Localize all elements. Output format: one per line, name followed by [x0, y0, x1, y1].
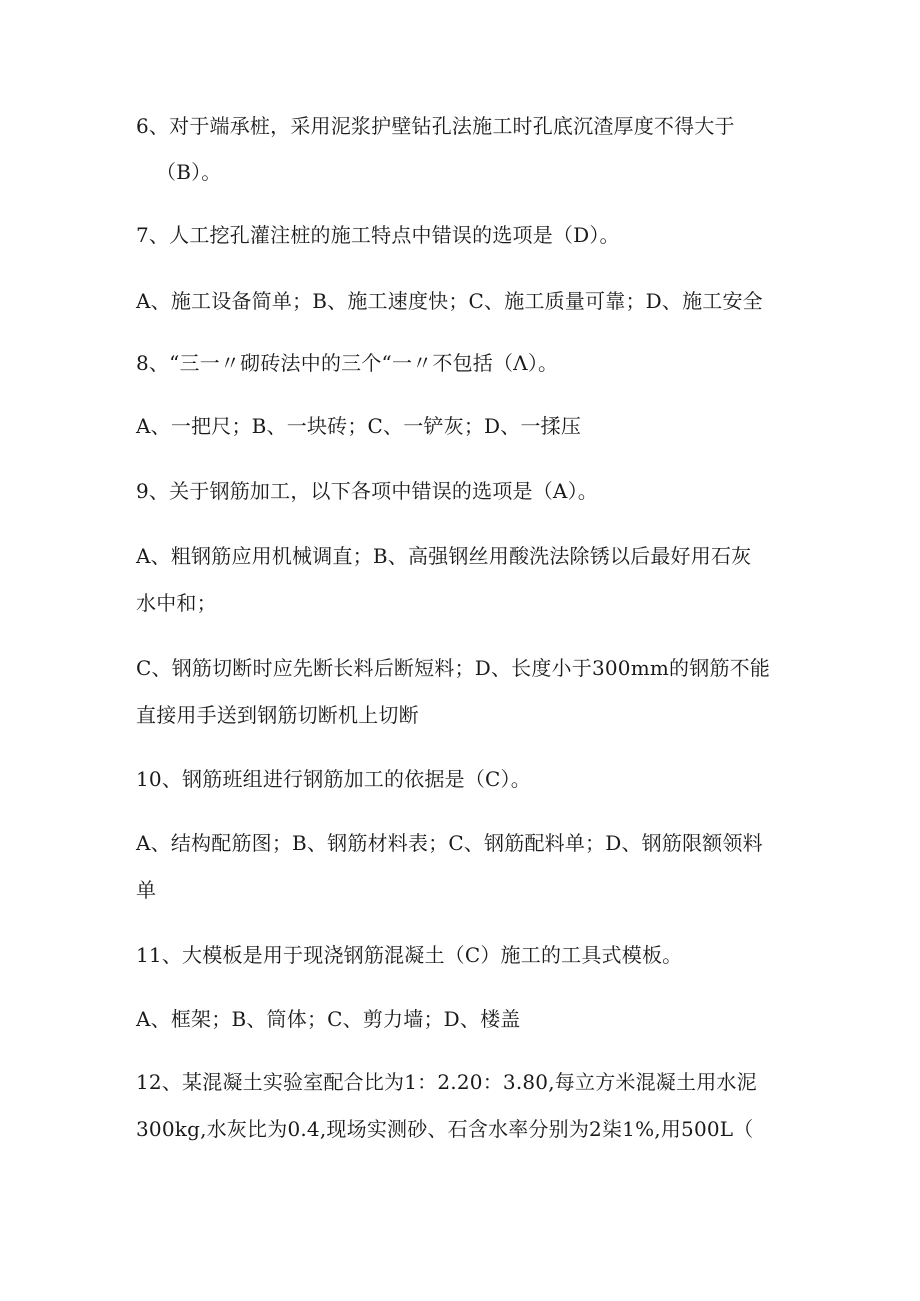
question-10: 10、钢筋班组进行钢筋加工的依据是（C）。: [136, 767, 531, 791]
question-6-line-2: （B）。: [156, 160, 222, 184]
question-7: 7、人工挖孔灌注桩的施工特点中错误的选项是（D）。: [136, 223, 620, 247]
question-12-line-1: 12、某混凝土实验室配合比为1：2.20：3.80,每立方米混凝土用水泥: [136, 1070, 757, 1094]
question-8-options: A、一把尺；B、一块砖；C、一铲灰；D、一揉压: [136, 414, 582, 438]
question-10-options-line-2: 单: [136, 878, 157, 902]
question-9-options-line-2: 水中和；: [136, 591, 217, 615]
question-6-line-1: 6、对于端承桩，采用泥浆护壁钻孔法施工时孔底沉渣厚度不得大于: [136, 114, 735, 138]
question-9-options-line-3: C、钢筋切断时应先断长料后断短料；D、长度小于300mm的钢筋不能: [136, 656, 771, 680]
question-12-line-2: 300kg,水灰比为0.4,现场实测砂、石含水率分别为2柒1%,用500L（: [136, 1117, 754, 1141]
question-10-options-line-1: A、结构配筋图；B、钢筋材料表；C、钢筋配料单；D、钢筋限额领料: [136, 831, 763, 855]
question-11-options: A、框架；B、筒体；C、剪力墙；D、楼盖: [136, 1007, 521, 1031]
question-9: 9、关于钢筋加工，以下各项中错误的选项是（A）。: [136, 479, 598, 503]
question-9-options-line-4: 直接用手送到钢筋切断机上切断: [136, 703, 419, 727]
question-11: 11、大模板是用于现浇钢筋混凝土（C）施工的工具式模板。: [136, 943, 683, 967]
question-8: 8、“三一〃砌砖法中的三个“一〃不包括（Λ）。: [136, 351, 559, 375]
question-9-options-line-1: A、粗钢筋应用机械调直；B、高强钢丝用酸洗法除锈以后最好用石灰: [136, 544, 752, 568]
question-7-options: A、施工设备简单；B、施工速度快；C、施工质量可靠；D、施工安全: [136, 289, 763, 313]
